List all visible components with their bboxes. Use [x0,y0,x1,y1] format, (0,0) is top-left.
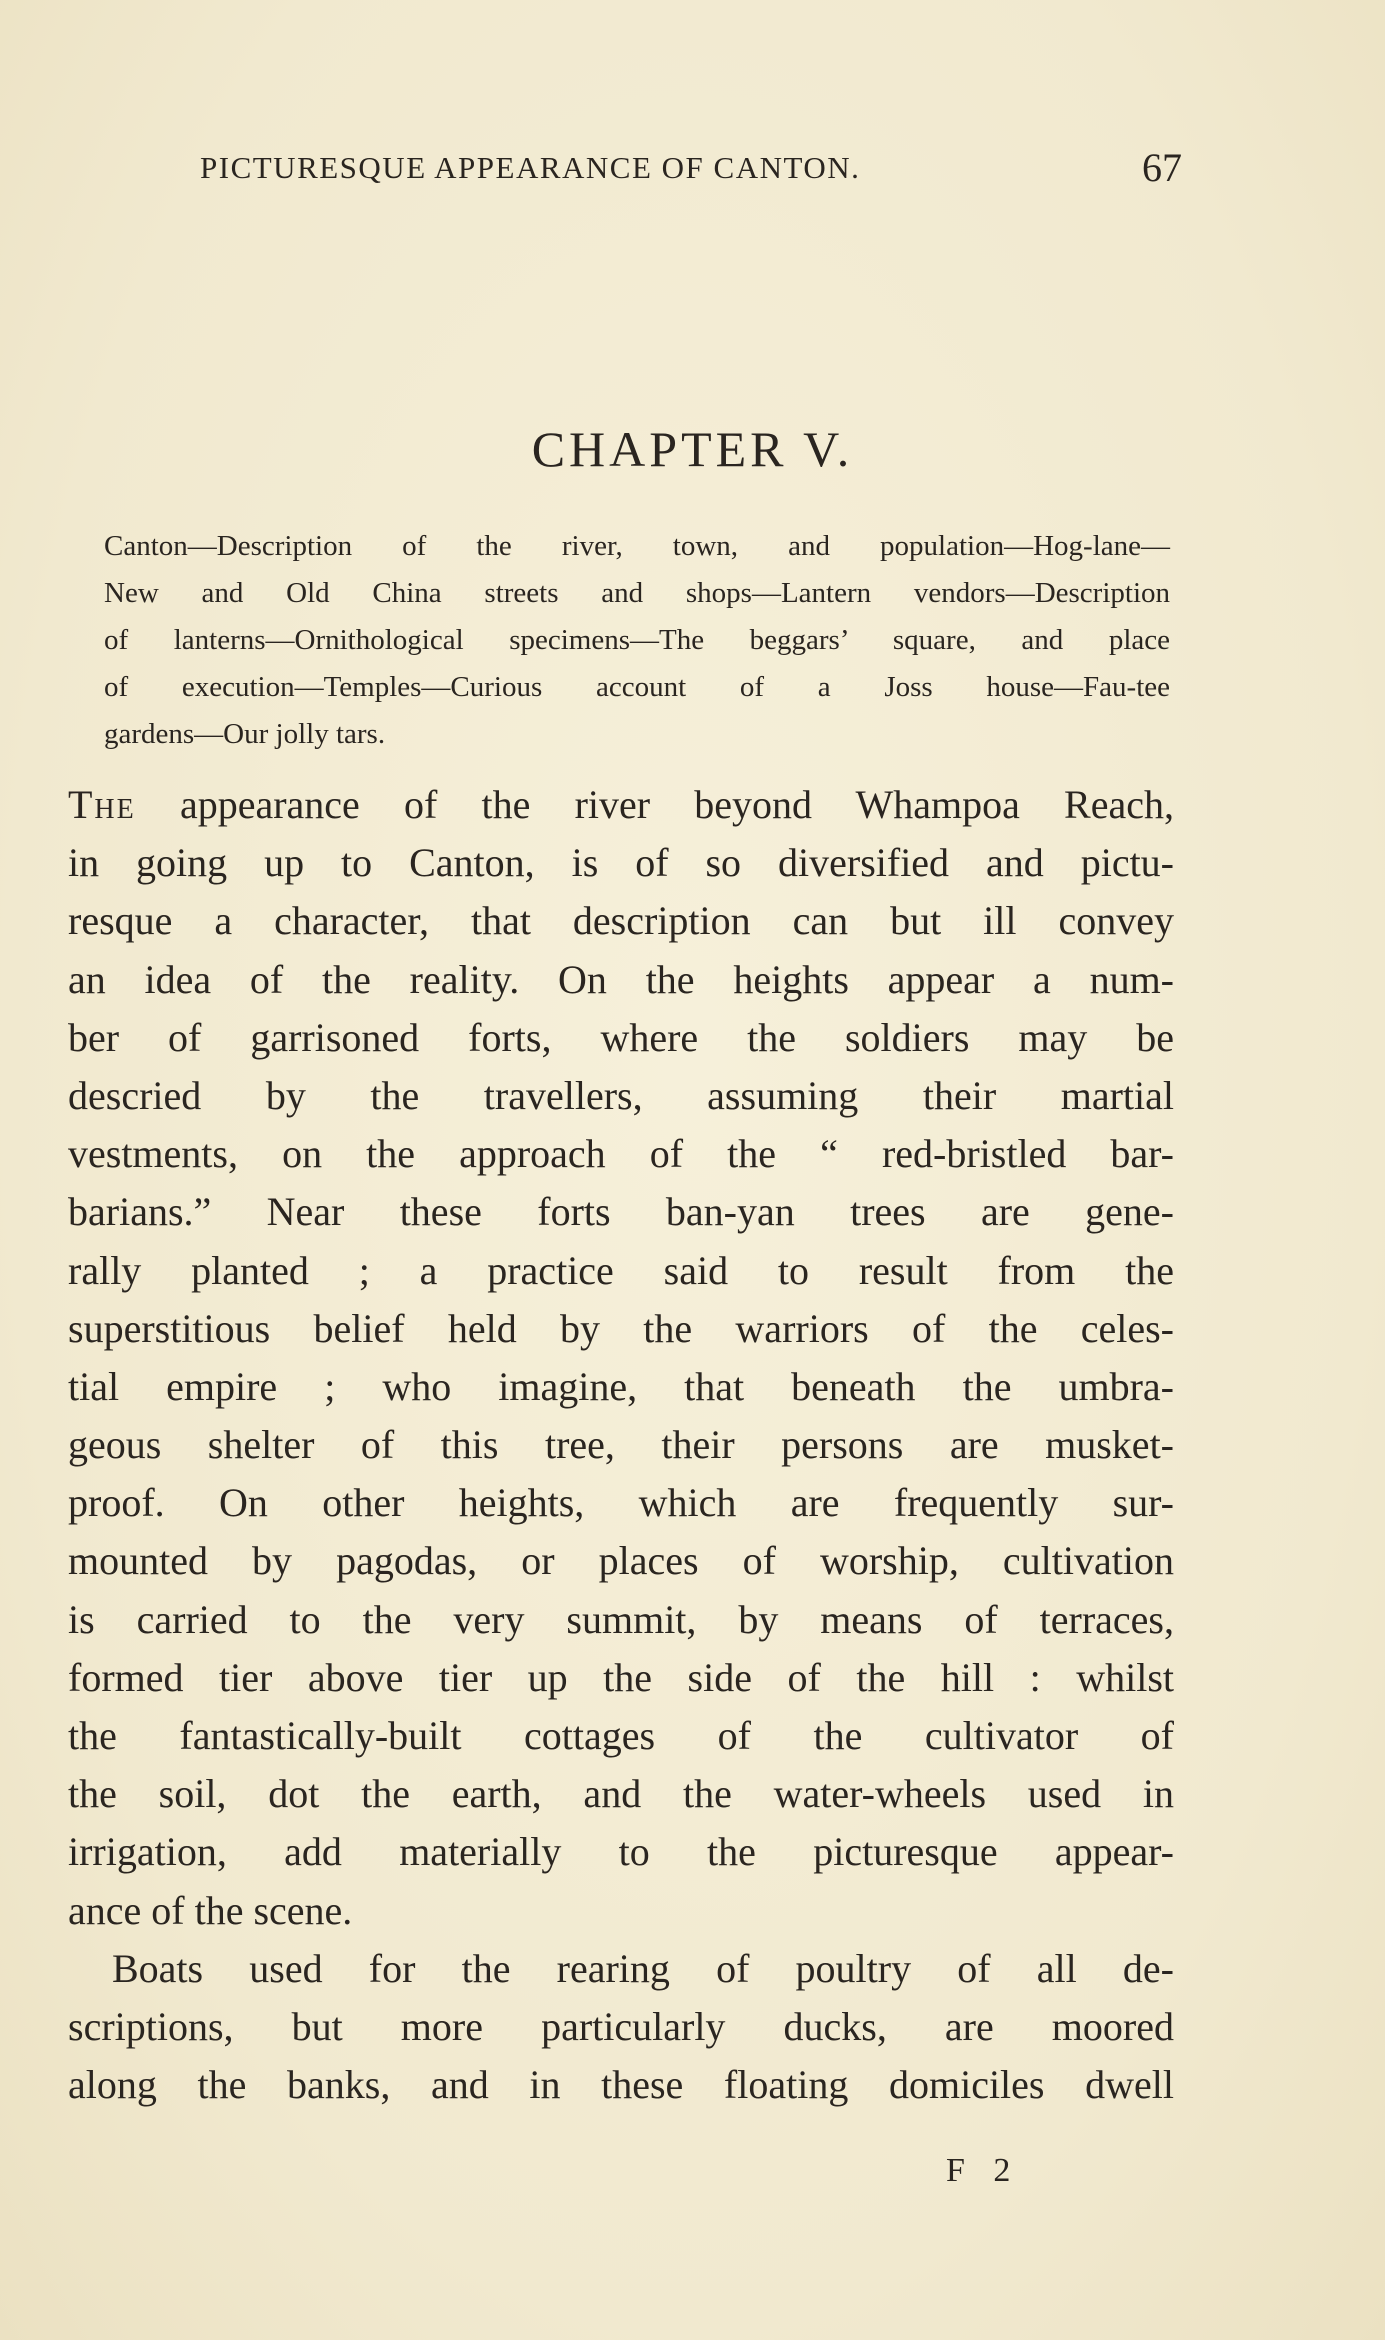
body-line: resque a character, that description can but ill convey [68,898,1174,944]
summary-line: gardens—Our jolly tars. [104,718,386,750]
first-line-rest: appearance of the river beyond Whampoa Reach, [135,782,1174,827]
body-line: ance of the scene. [68,1887,353,1933]
running-head [200,145,1182,190]
chapter-title: CHAPTER V. [531,421,854,477]
body-line: tial empire ; who imagine, that beneath the umbra- [68,1363,1174,1409]
paragraph2-line: along the banks, and in these floating domiciles dwell [68,2062,1174,2108]
body-text [68,776,1174,2114]
body-line: in going up to Canton, is of so diversified and pictu- [68,840,1174,886]
body-line: an idea of the reality. On the heights appear a num- [68,956,1174,1002]
chapter-summary [104,523,1170,758]
body-line: irrigation, add materially to the picturesque appear- [68,1829,1174,1875]
body-line: descried by the travellers, assuming their martial [68,1072,1174,1118]
page-number: 67 [1142,145,1182,190]
body-line: vestments, on the approach of the “ red-bristled bar- [68,1131,1174,1177]
body-line: ber of garrisoned forts, where the soldiers may be [68,1014,1174,1060]
body-line: proof. On other heights, which are frequently sur- [68,1480,1174,1526]
body-line: geous shelter of this tree, their persons are musket- [68,1422,1174,1468]
body-line: superstitious belief held by the warriors of the celes- [68,1305,1174,1351]
body-line: mounted by pagodas, or places of worship, cultivation [68,1538,1174,1584]
body-line: the fantastically-built cottages of the cultivator of [68,1713,1174,1758]
summary-line: Canton—Description of the river, town, and population—Hog-lane— [104,530,1170,562]
body-line: barians.” Near these forts ban-yan trees are gene- [68,1189,1174,1235]
signature-mark: F 2 [946,2152,1021,2189]
body-line: the soil, dot the earth, and the water-wheels used in [68,1771,1174,1817]
body-line: is carried to the very summit, by means of terraces, [68,1596,1174,1642]
summary-line: New and Old China streets and shops—Lantern vendors—Description [104,577,1170,609]
summary-line: of lanterns—Ornithological specimens—The beggars’ square, and place [104,624,1170,656]
body-first-line [68,776,1174,834]
body-line: formed tier above tier up the side of the hill : whilst [68,1654,1174,1700]
body-line: rally planted ; a practice said to result from the [68,1247,1174,1293]
paragraph2-line: Boats used for the rearing of poultry of all de- [112,1945,1174,1991]
summary-line: of execution—Temples—Curious account of a Joss house—Fau-tee [104,671,1170,703]
paragraph2-line: scriptions, but more particularly ducks, are moored [68,2003,1174,2049]
running-title: PICTURESQUE APPEARANCE OF CANTON. [200,150,861,185]
drop-word: The [68,782,136,827]
